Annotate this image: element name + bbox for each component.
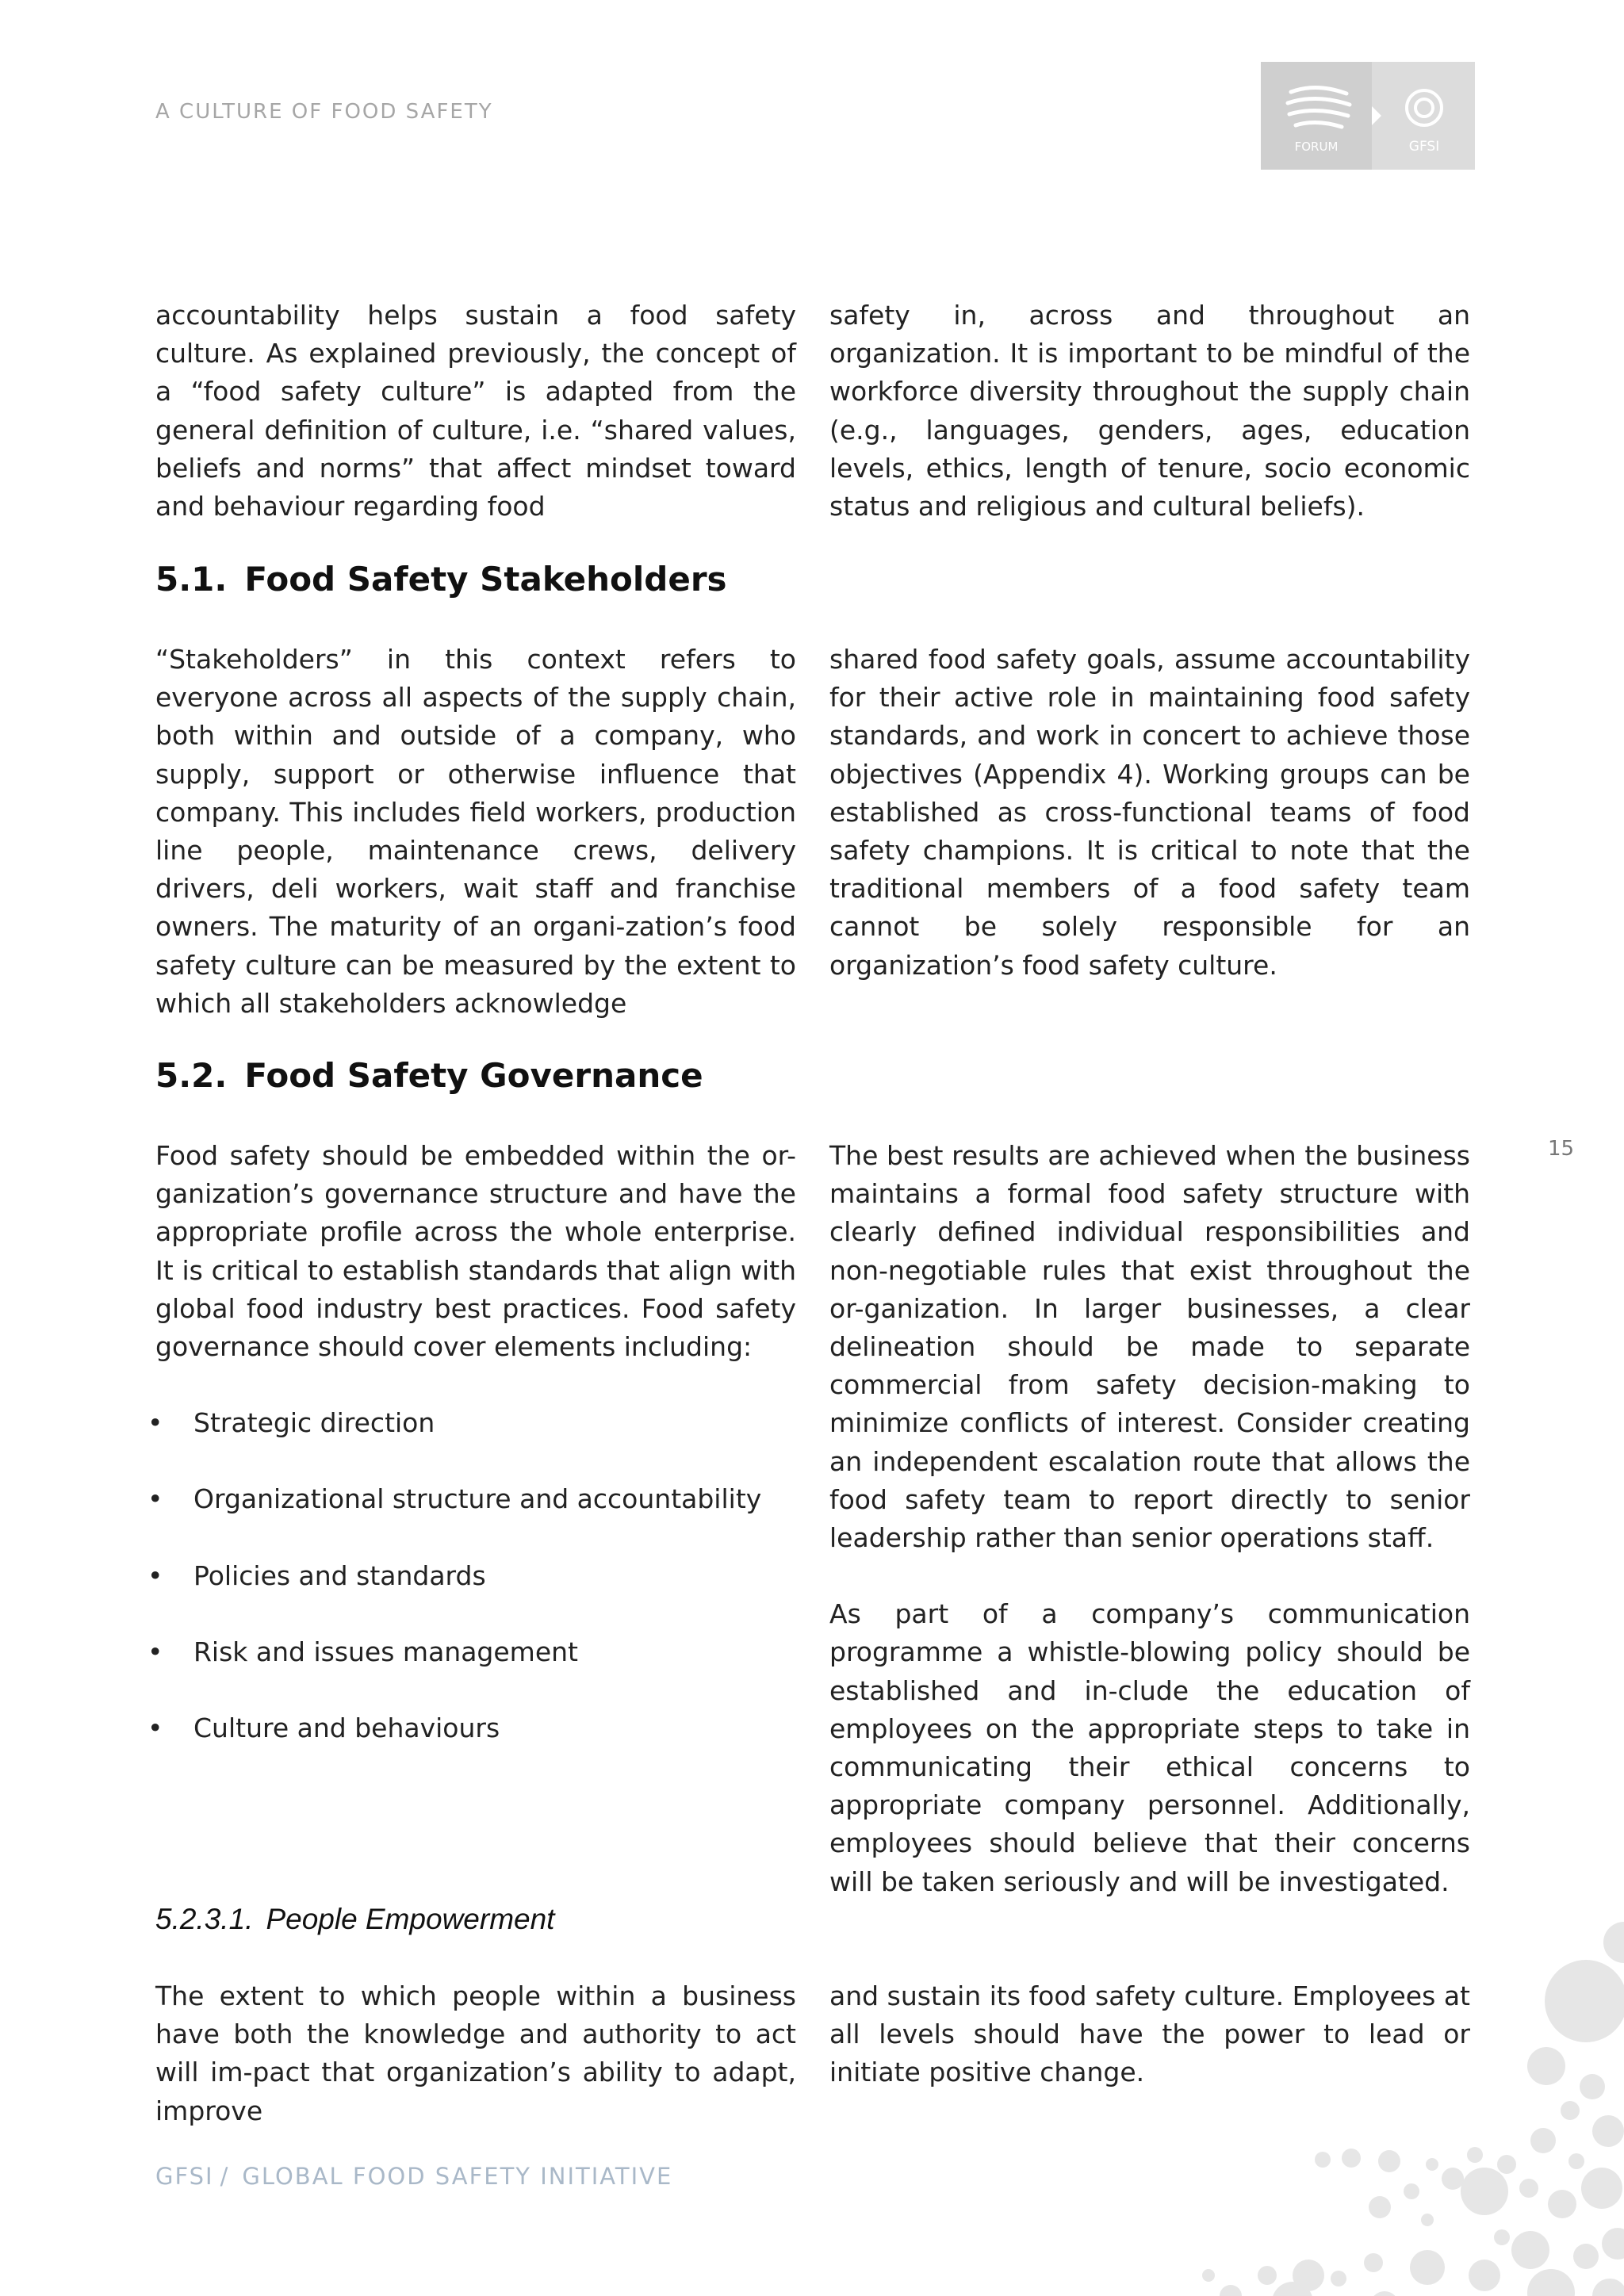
intro-left-text: accountability helps sustain a food safety culture. As explained previously, the concept of a “food safety culture” is adapted from the general definition of culture, i.e. “shared values, beliefs and norms” that affect mindset toward and behaviour regarding food (155, 300, 796, 522)
footer (155, 2163, 672, 2190)
decorative-dots-graphic (1189, 1903, 1624, 2296)
section-5-2-3-1-number: 5.2.3.1. (155, 1903, 254, 1935)
list-item: • Culture and behaviours (155, 1709, 796, 1747)
footer-org-short: GFSI (155, 2163, 214, 2190)
footer-org-long: GLOBAL FOOD SAFETY INITIATIVE (242, 2163, 673, 2190)
logo-right-text: GFSI (1408, 139, 1440, 155)
section-5-1-number: 5.1. (155, 560, 228, 599)
section-5-1-left-column (155, 641, 796, 1023)
section-5-1-right-column (829, 641, 1470, 985)
section-5-2-right-paragraph-2: As part of a company’s communication programme a whistle-blowing policy should be established and in-clude the education of employees on the appropriate steps to take in communicating their ethical concerns to appropriate company personnel. Additionally, employees should believe that their concerns will be taken seriously and will be investigated. (829, 1598, 1470, 1897)
section-5-1-heading (155, 560, 727, 599)
section-5-2-left-column (155, 1137, 796, 1747)
section-5-2-number: 5.2. (155, 1056, 228, 1095)
running-header: A CULTURE OF FOOD SAFETY (155, 100, 493, 124)
section-5-2-left-intro: Food safety should be embedded within the or-ganization’s governance structure and have the appropriate profile across the whole enterprise. It is critical to establish standards that align with global food industry best practices. Food safety governance should cover elements including: (155, 1140, 796, 1363)
section-5-2-heading (155, 1056, 703, 1095)
page-number: 15 (1548, 1137, 1575, 1161)
section-5-2-right-column (829, 1137, 1470, 1901)
intro-right-text: safety in, across and throughout an organization. It is important to be mindful of the workforce diversity throughout the supply chain (e.g., languages, genders, ages, education levels, ethics, length of tenure, socio economic status and religious and cultural beliefs). (829, 300, 1470, 522)
section-5-2-3-1-left-text: The extent to which people within a business have both the knowledge and authority to act will im-pact that organization’s ability to adapt, improve (155, 1980, 796, 2126)
section-5-1-left-text: “Stakeholders” in this context refers to everyone across all aspects of the supply chain, both within and outside of a company, who supply, support or otherwise influence that company. This includes field workers, production line people, maintenance crews, delivery drivers, deli workers, wait staff and franchise owners. The maturity of an organi-zation’s food safety culture can be measured by the extent to which all stakeholders acknowledge (155, 644, 796, 1019)
section-5-2-3-1-heading (155, 1903, 554, 1936)
list-item: • Risk and issues management (155, 1633, 796, 1671)
section-5-2-3-1-right-text: and sustain its food safety culture. Employees at all levels should have the power to lead or initiate positive change. (829, 1980, 1470, 2088)
section-5-1-title: Food Safety Stakeholders (244, 560, 727, 599)
forum-gfsi-logo (1261, 62, 1475, 170)
list-item: • Organizational structure and accountability (155, 1480, 796, 1518)
logo-left-text: FORUM (1294, 140, 1339, 154)
list-item: • Policies and standards (155, 1557, 796, 1595)
governance-elements-list (155, 1404, 796, 1747)
section-5-2-right-paragraph-1: The best results are achieved when the business maintains a formal food safety structure with clearly defined individual responsibilities and non-negotiable rules that exist throughout the or-ganization. In larger businesses, a clear delineation should be made to separate commercial from safety decision-making to minimize conflicts of interest. Consider creating an independent escalation route that allows the food safety team to report directly to senior leadership rather than senior operations staff. (829, 1140, 1470, 1554)
footer-separator: / (220, 2163, 230, 2190)
intro-right-column (829, 297, 1470, 526)
intro-left-column (155, 297, 796, 526)
section-5-2-title: Food Safety Governance (244, 1056, 703, 1095)
list-item: • Strategic direction (155, 1404, 796, 1442)
section-5-1-right-text: shared food safety goals, assume accountability for their active role in maintaining food safety standards, and work in concert to achieve those objectives (Appendix 4). Working groups can be established as cross-functional teams of food safety champions. It is critical to note that the traditional members of a food safety team cannot be solely responsible for an organization’s food safety culture. (829, 644, 1470, 981)
section-5-2-3-1-left-column (155, 1977, 796, 2130)
section-5-2-3-1-title: People Empowerment (266, 1903, 555, 1935)
